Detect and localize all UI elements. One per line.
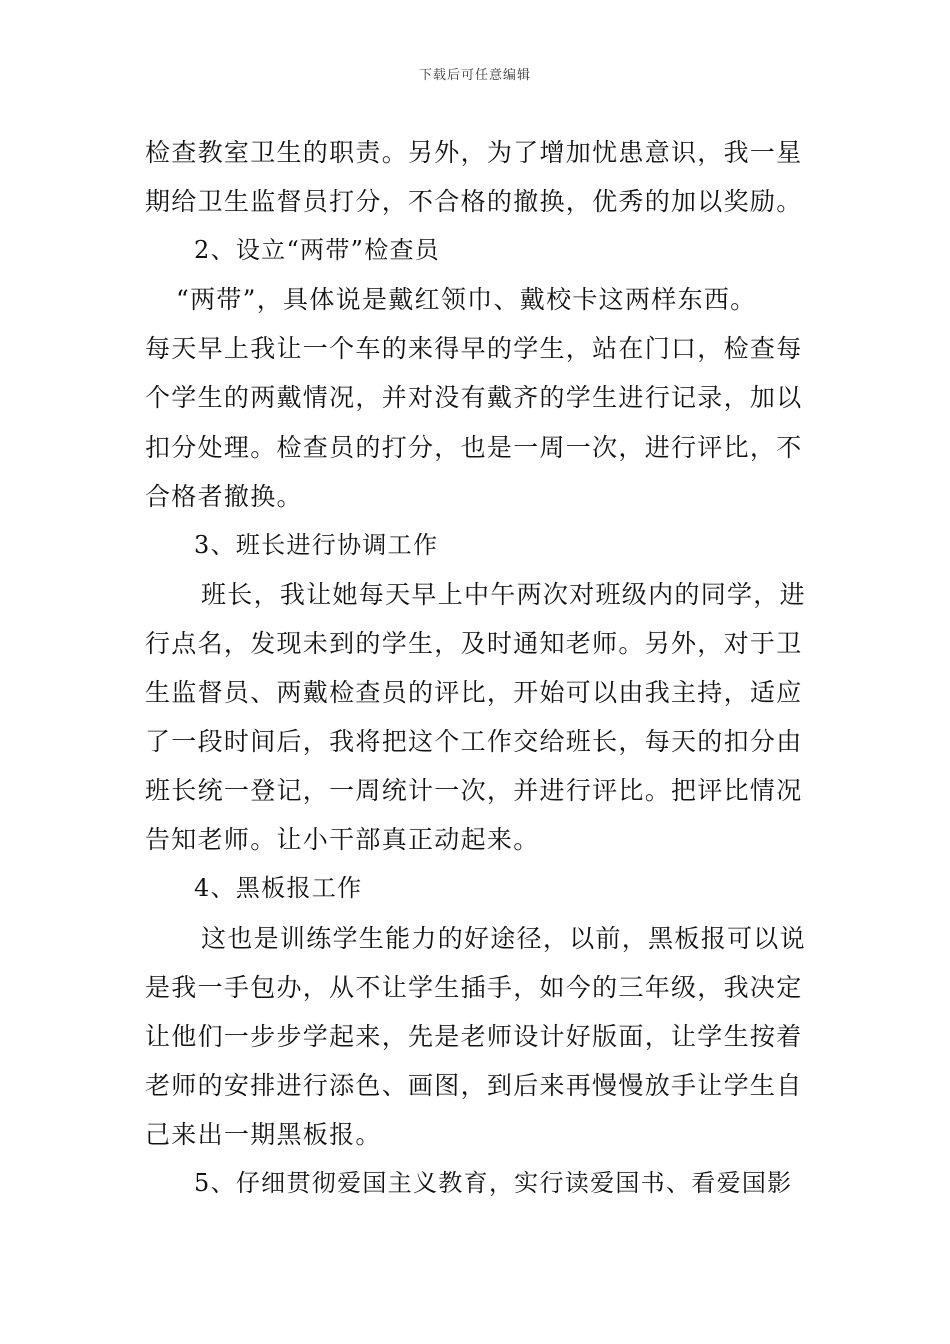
document-body	[145, 128, 810, 1208]
section-heading: 2、设立“两带”检查员	[194, 236, 441, 265]
text-line: 生监督员、两戴检查员的评比，开始可以由我主持，适应	[145, 678, 803, 708]
text-line: 个学生的两戴情况，并对没有戴齐的学生进行记录，加以	[145, 383, 803, 413]
text-line: 合格者撤换。	[145, 481, 303, 511]
section-heading: 3、班长进行协调工作	[194, 530, 439, 559]
section-heading: 5、仔细贯彻爱国主义教育，实行读爱国书、看爱国影	[194, 1168, 793, 1197]
text-line: 每天早上我让一个车的来得早的学生，站在门口，检查每	[145, 334, 803, 364]
text-line: 期给卫生监督员打分，不合格的撤换，优秀的加以奖励。	[145, 187, 803, 217]
text-line: 班长统一登记，一周统计一次，并进行评比。把评比情况	[145, 776, 803, 806]
text-line: 让他们一步步学起来，先是老师设计好版面，让学生按着	[145, 1021, 803, 1051]
text-line: 了一段时间后，我将把这个工作交给班长，每天的扣分由	[145, 727, 803, 757]
text-line: 己来出一期黑板报。	[145, 1119, 382, 1149]
section-heading: 4、黑板报工作	[194, 874, 363, 903]
paragraph-start: “两带”，具体说是戴红领巾、戴校卡这两样东西。	[176, 285, 757, 315]
text-line: 扣分处理。检查员的打分，也是一周一次，进行评比，不	[145, 432, 803, 462]
text-line: 是我一手包办，从不让学生插手，如今的三年级，我决定	[145, 972, 803, 1002]
paragraph-start: 班长，我让她每天早上中午两次对班级内的同学，进	[201, 579, 806, 609]
page-header: 下载后可任意编辑	[418, 68, 531, 83]
text-line: 告知老师。让小干部真正动起来。	[145, 825, 540, 855]
text-line: 行点名，发现未到的学生，及时通知老师。另外，对于卫	[145, 628, 803, 658]
paragraph-start: 这也是训练学生能力的好途径，以前，黑板报可以说	[201, 923, 806, 953]
text-line: 检查教室卫生的职责。另外，为了增加忧患意识，我一星	[145, 138, 803, 167]
text-line: 老师的安排进行添色、画图，到后来再慢慢放手让学生自	[145, 1070, 803, 1100]
